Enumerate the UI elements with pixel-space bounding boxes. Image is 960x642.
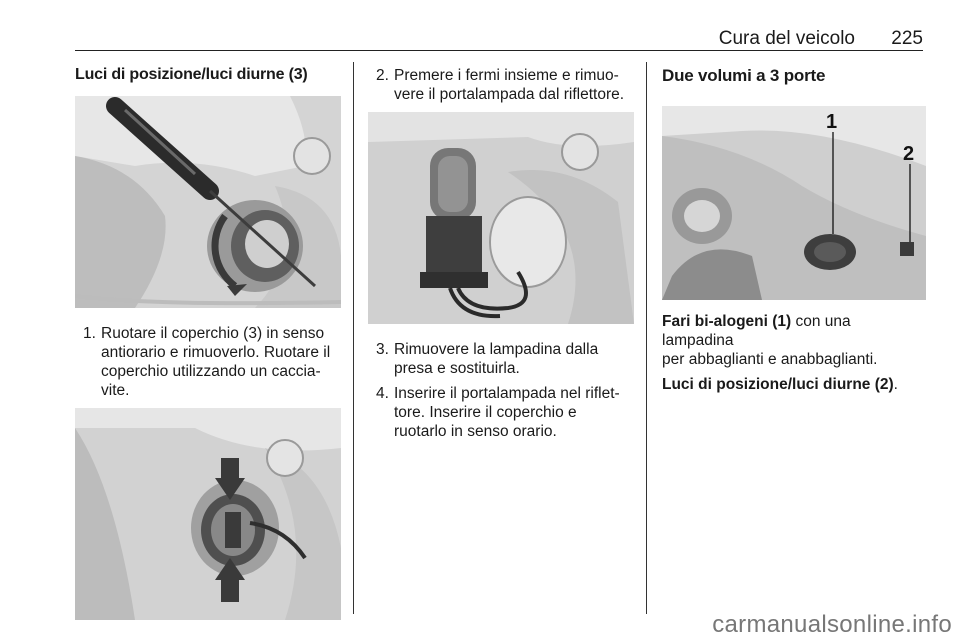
figure-cover-arrows <box>75 408 341 620</box>
paragraph-position-lights: Luci di posizione/luci diurne (2). <box>662 376 898 393</box>
callout-1: 1 <box>826 111 838 133</box>
section-heading: Due volumi a 3 porte <box>662 66 826 85</box>
column-3 <box>662 62 926 394</box>
watermark: carmanualsonline.info <box>712 611 952 638</box>
section-heading: Luci di posizione/luci diurne (3) <box>75 66 308 83</box>
column-divider <box>353 62 354 614</box>
page-header <box>75 24 923 51</box>
column-divider <box>646 62 647 614</box>
figure-headlamp-callouts <box>662 106 926 300</box>
section-title: Cura del veicolo <box>718 28 855 49</box>
step-3: 3. Rimuovere la lampadina dalla presa e sostituirla. <box>376 341 599 377</box>
callout-2: 2 <box>903 143 915 165</box>
paragraph-bulb: Fari bi-alogeni (1) con una lampadina per abbaglianti e anabbaglianti. <box>662 313 878 368</box>
step-4: 4. Inserire il portalampada nel riflet- tore. Inserire il coperchio e ruotarlo in senso orario. <box>376 385 620 440</box>
steps-list <box>368 66 634 104</box>
step-1: 1. Ruotare il coperchio (3) in senso antiorario e rimuoverlo. Ruotare il coperchio utilizzando un caccia- vite. <box>83 325 331 399</box>
column-1 <box>75 62 343 620</box>
steps-list <box>368 340 634 441</box>
column-2 <box>368 62 634 441</box>
figure-bulb-holder <box>368 112 634 324</box>
figure-screwdriver <box>75 96 341 308</box>
page-number: 225 <box>891 28 923 49</box>
step-2: 2. Premere i fermi insieme e rimuo- vere il portalampada dal riflettore. <box>376 67 625 103</box>
steps-list <box>75 324 343 400</box>
